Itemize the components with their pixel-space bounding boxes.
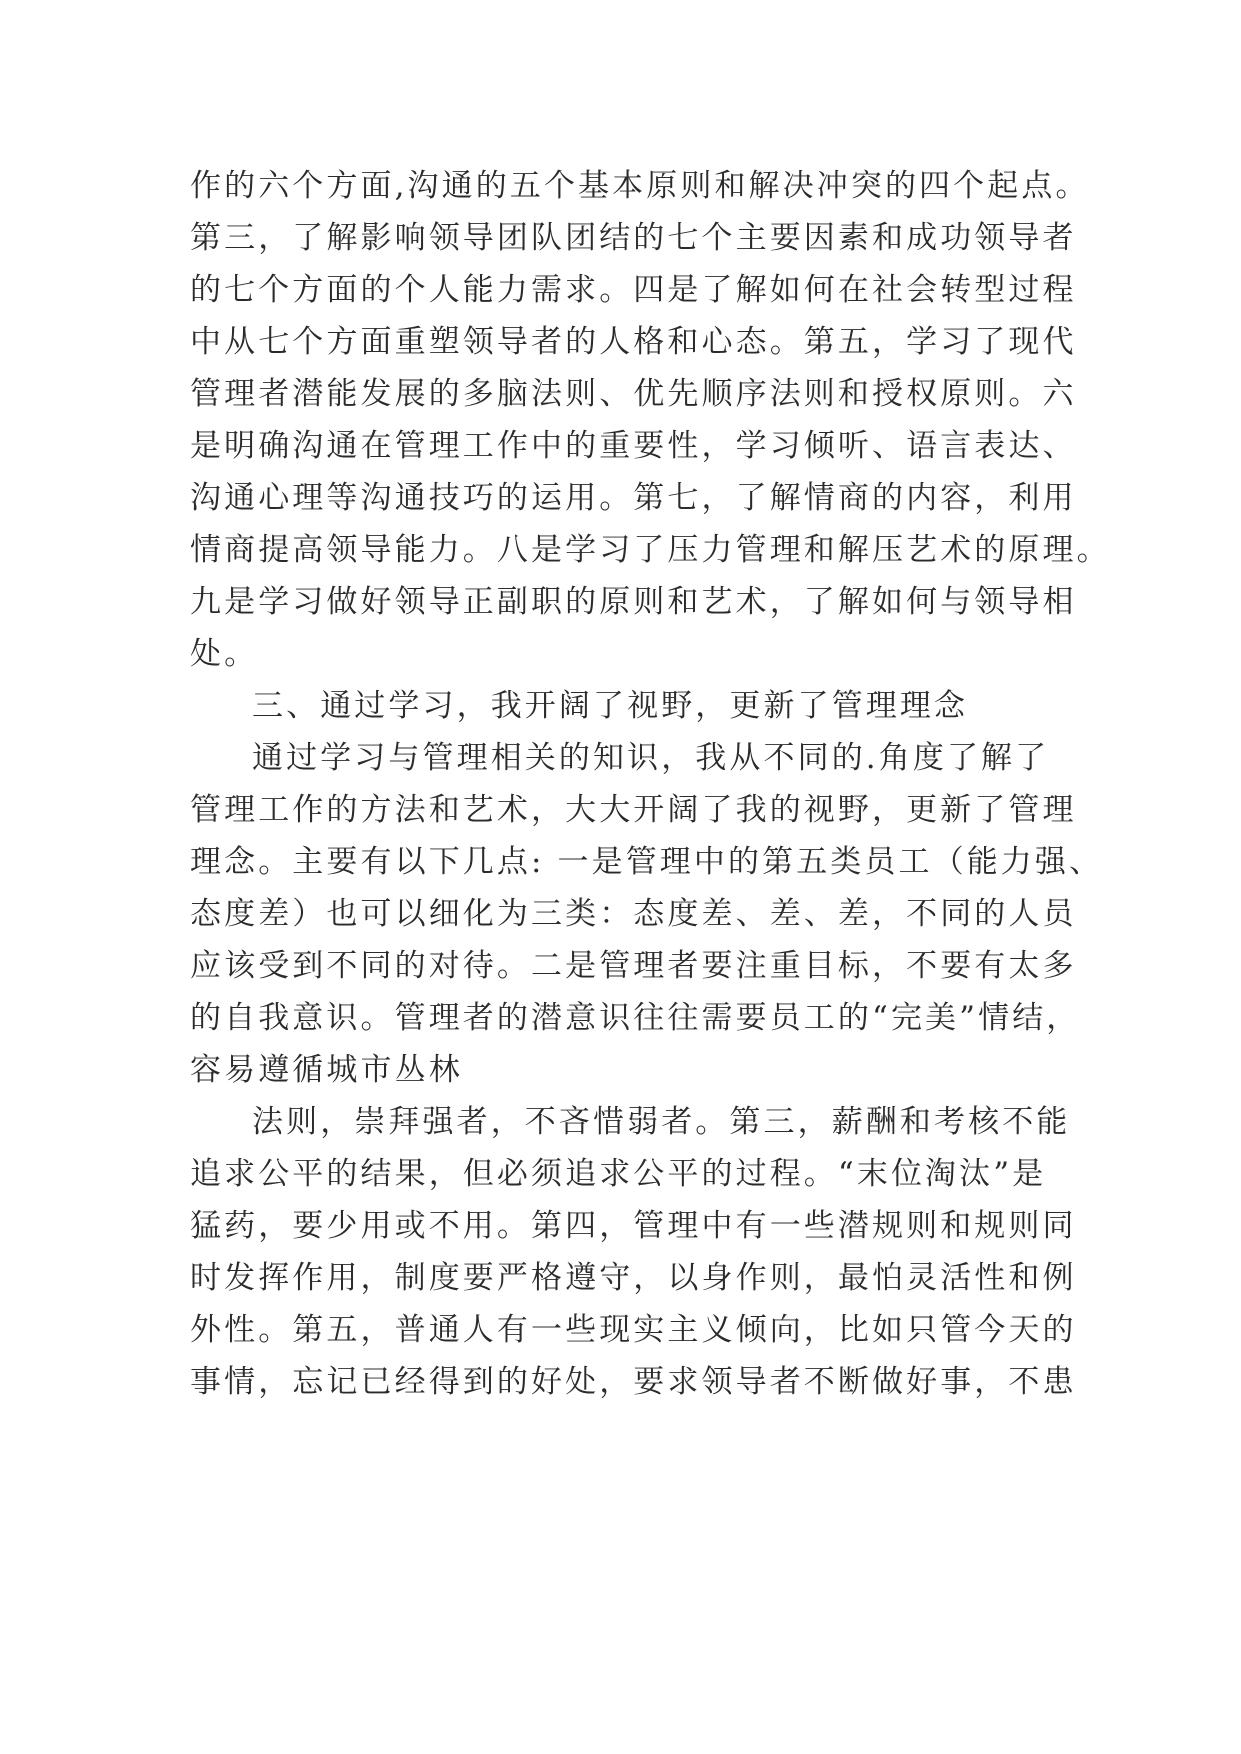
document-body bbox=[190, 160, 1111, 1408]
paragraph-line: 处。 bbox=[190, 636, 259, 672]
paragraph-line: 法则，崇拜强者，不吝惜弱者。第三，薪酬和考核不能 bbox=[252, 1104, 1071, 1140]
paragraph-line: 容易遵循城市丛林 bbox=[190, 1052, 463, 1088]
paragraph-line: 应该受到不同的对待。二是管理者要注重目标，不要有太多 bbox=[190, 948, 1077, 984]
paragraph-line: 情商提高领导能力。八是学习了压力管理和解压艺术的原理。 bbox=[190, 532, 1111, 568]
paragraph-line: 时发挥作用，制度要严格遵守，以身作则，最怕灵活性和例 bbox=[190, 1260, 1077, 1296]
paragraph-line: 的自我意识。管理者的潜意识往往需要员工的“完美”情结， bbox=[190, 1000, 1081, 1036]
paragraph-line: 的七个方面的个人能力需求。四是了解如何在社会转型过程 bbox=[190, 272, 1077, 308]
paragraph-line: 中从七个方面重塑领导者的人格和心态。第五，学习了现代 bbox=[190, 324, 1077, 360]
paragraph-line: 是明确沟通在管理工作中的重要性，学习倾听、语言表达、 bbox=[190, 428, 1077, 464]
paragraph-line: 作的六个方面,沟通的五个基本原则和解决冲突的四个起点。 bbox=[190, 168, 1090, 204]
paragraph-line: 追求公平的结果，但必须追求公平的过程。“末位淘汰”是 bbox=[190, 1156, 1047, 1192]
paragraph-line: 态度差）也可以细化为三类：态度差、差、差，不同的人员 bbox=[190, 896, 1077, 932]
paragraph-line: 外性。第五，普通人有一些现实主义倾向，比如只管今天的 bbox=[190, 1312, 1077, 1348]
paragraph-line: 通过学习与管理相关的知识，我从不同的.角度了解了 bbox=[252, 740, 1050, 776]
paragraph-line: 事情，忘记已经得到的好处，要求领导者不断做好事，不患 bbox=[190, 1364, 1077, 1400]
paragraph-line: 管理者潜能发展的多脑法则、优先顺序法则和授权原则。六 bbox=[190, 376, 1077, 412]
section-heading: 三、通过学习，我开阔了视野，更新了管理理念 bbox=[252, 688, 969, 724]
paragraph-line: 第三，了解影响领导团队团结的七个主要因素和成功领导者 bbox=[190, 220, 1077, 256]
paragraph-line: 沟通心理等沟通技巧的运用。第七，了解情商的内容，利用 bbox=[190, 480, 1077, 516]
paragraph-line: 管理工作的方法和艺术，大大开阔了我的视野，更新了管理 bbox=[190, 792, 1077, 828]
paragraph-line: 猛药，要少用或不用。第四，管理中有一些潜规则和规则同 bbox=[190, 1208, 1077, 1244]
paragraph-line: 理念。主要有以下几点: 一是管理中的第五类员工（能力强、 bbox=[190, 844, 1104, 880]
paragraph-line: 九是学习做好领导正副职的原则和艺术，了解如何与领导相 bbox=[190, 584, 1077, 620]
